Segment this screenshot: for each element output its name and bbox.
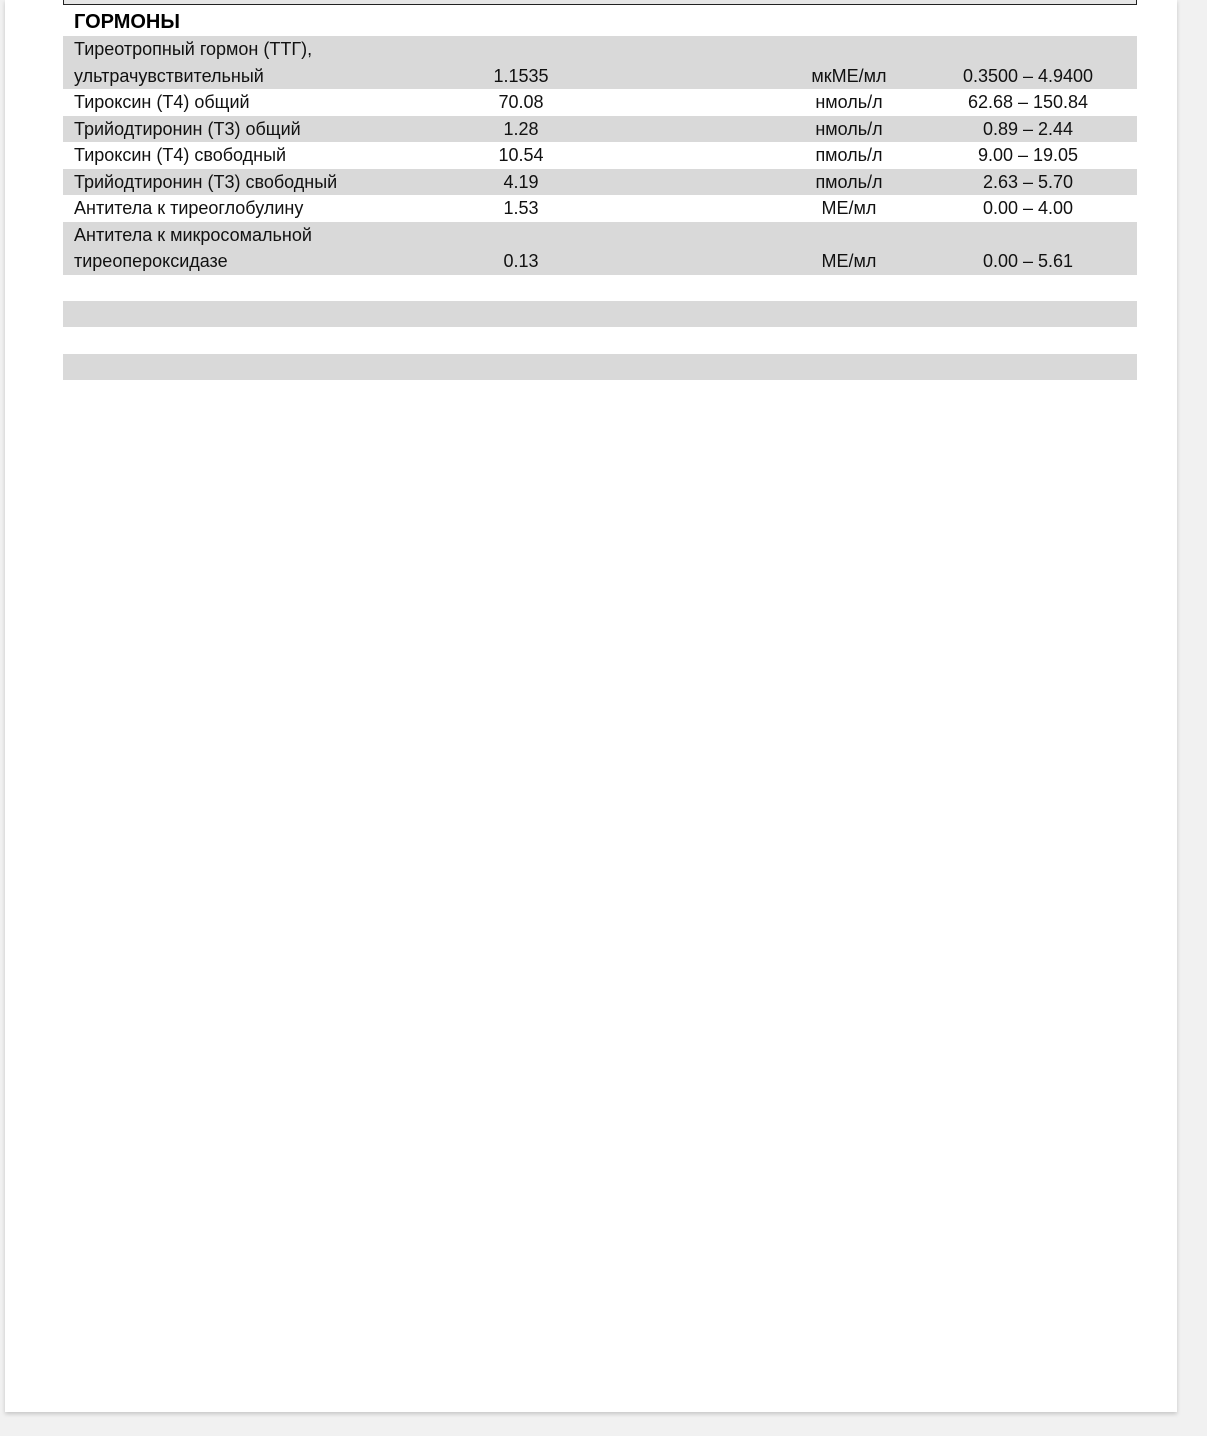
- test-name-line: Тироксин (Т4) общий: [74, 92, 250, 112]
- test-value: 1.28: [503, 118, 539, 139]
- test-name-line: Трийодтиронин (Т3) свободный: [74, 171, 338, 192]
- test-unit: мкМЕ/мл: [811, 65, 887, 86]
- test-unit: нмоль/л: [815, 92, 883, 112]
- reference-range: 2.63 – 5.70: [982, 171, 1074, 192]
- test-name-line: Тиреотропный гормон (ТТГ),: [74, 39, 313, 59]
- table-row: [63, 116, 1137, 143]
- test-unit: нмоль/л: [815, 118, 883, 139]
- test-name: [74, 169, 434, 196]
- test-name: [74, 116, 434, 143]
- reference-range: 9.00 – 19.05: [977, 145, 1079, 165]
- test-name-line: Тироксин (Т4) свободный: [74, 145, 287, 165]
- test-unit: МЕ/мл: [821, 251, 877, 271]
- empty-shaded-row: [63, 301, 1137, 327]
- test-value: 0.13: [503, 251, 539, 271]
- test-name-line: тиреопероксидазе: [74, 251, 228, 271]
- table-row: [63, 36, 1137, 89]
- test-value: 70.08: [498, 92, 544, 112]
- test-value: 4.19: [503, 171, 539, 192]
- test-value: 10.54: [498, 145, 544, 165]
- table-row: [63, 169, 1137, 196]
- table-row: [63, 142, 1137, 169]
- reference-range: 0.00 – 4.00: [982, 198, 1074, 218]
- results-table: [63, 36, 1137, 275]
- section-title: ГОРМОНЫ: [74, 11, 180, 33]
- test-name: [74, 142, 434, 169]
- test-unit: пмоль/л: [815, 145, 883, 165]
- table-row: [63, 222, 1137, 275]
- test-unit: МЕ/мл: [821, 198, 877, 218]
- test-name-line: Трийодтиронин (Т3) общий: [74, 118, 301, 139]
- document-page: [5, 0, 1177, 1412]
- test-name: [74, 195, 434, 222]
- reference-range: 0.00 – 5.61: [982, 251, 1074, 271]
- table-row: [63, 195, 1137, 222]
- test-name-line: ультрачувствительный: [74, 65, 264, 86]
- test-unit: пмоль/л: [815, 171, 883, 192]
- top-border-rule: [63, 0, 1137, 5]
- reference-range: 0.89 – 2.44: [982, 118, 1074, 139]
- test-name: [74, 36, 434, 89]
- test-name: [74, 89, 434, 116]
- test-name: [74, 222, 434, 275]
- table-row: [63, 89, 1137, 116]
- test-value: 1.53: [503, 198, 539, 218]
- test-name-line: Антитела к микросомальной: [74, 224, 312, 245]
- reference-range: 62.68 – 150.84: [967, 92, 1089, 112]
- test-value: 1.1535: [493, 65, 549, 86]
- empty-shaded-row: [63, 354, 1137, 380]
- reference-range: 0.3500 – 4.9400: [962, 65, 1094, 86]
- test-name-line: Антитела к тиреоглобулину: [74, 198, 304, 218]
